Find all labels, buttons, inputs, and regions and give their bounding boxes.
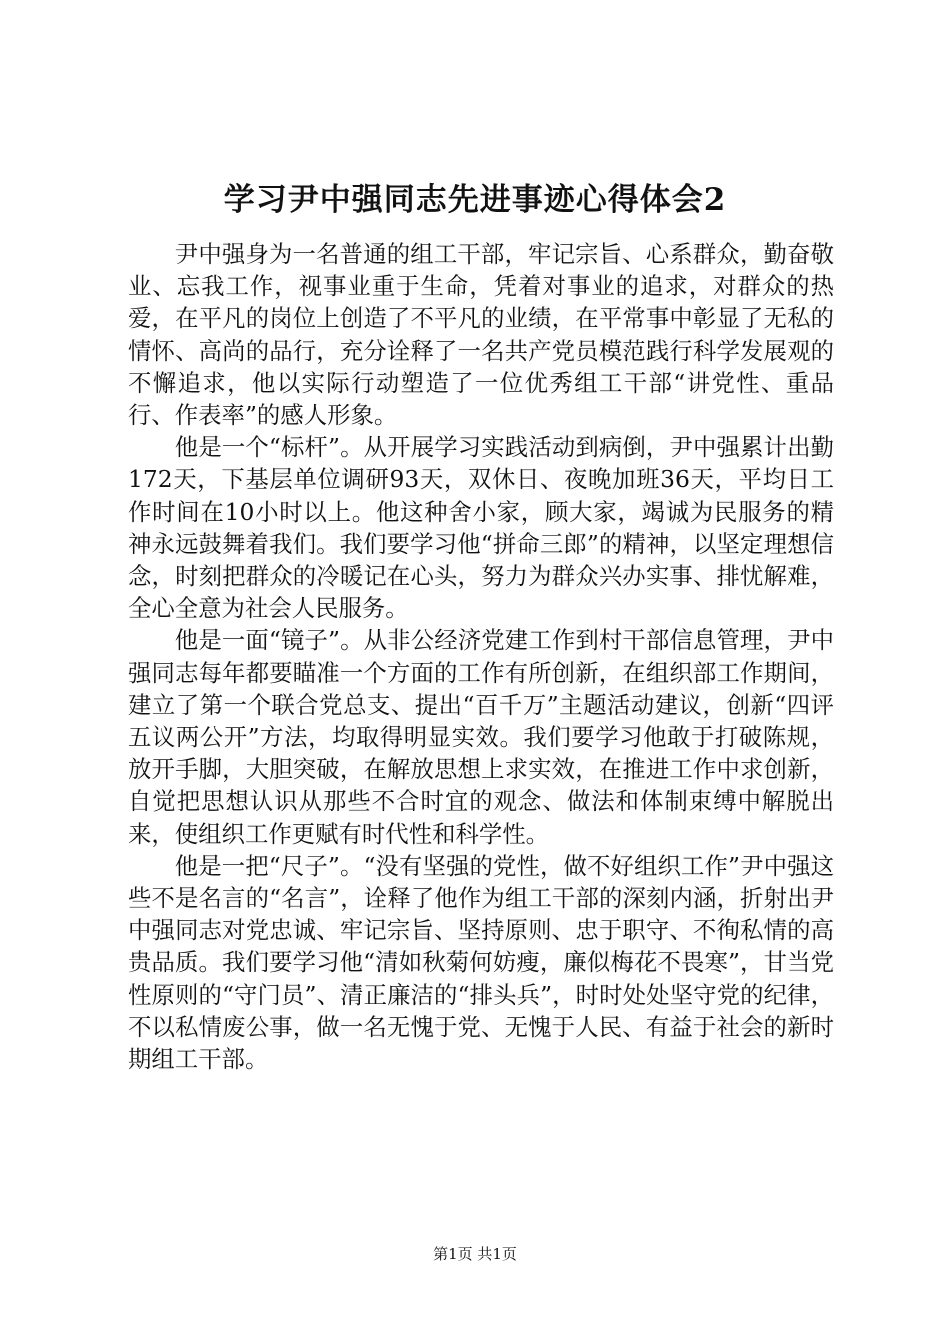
document-body (128, 238, 834, 1075)
document-title: 学习尹中强同志先进事迹心得体会2 (223, 182, 727, 218)
paragraph-benchmark: 他是一个“标杆”。从开展学习实践活动到病倒，尹中强累计出勤172天，下基层单位调研93天，双休日、夜晚加班36天，平均日工作时间在10小时以上。他这种舍小家，顾大家，竭诚为民服务的精神永远鼓舞着我们。我们要学习他“拼命三郎”的精神，以坚定理想信念，时刻把群众的冷暖记在心头，努力为群众兴办实事、排忧解难，全心全意为社会人民服务。 (128, 433, 834, 623)
paragraph-ruler: 他是一把“尺子”。“没有坚强的党性，做不好组织工作”尹中强这些不是名言的“名言”，诠释了他作为组工干部的深刻内涵，折射出尹中强同志对党忠诚、牢记宗旨、坚持原则、忠于职守、不徇私情的高贵品质。我们要学习他“清如秋菊何妨瘦，廉似梅花不畏寒”，甘当党性原则的“守门员”、清正廉洁的“排头兵”，时时处处坚守党的纪律，不以私情废公事，做一名无愧于党、无愧于人民、有益于社会的新时期组工干部。 (128, 851, 834, 1074)
paragraph-mirror: 他是一面“镜子”。从非公经济党建工作到村干部信息管理，尹中强同志每年都要瞄准一个方面的工作有所创新，在组织部工作期间，建立了第一个联合党总支、提出“百千万”主题活动建议，创新“四评五议两公开”方法，均取得明显实效。我们要学习他敢于打破陈规，放开手脚，大胆突破，在解放思想上求实效，在推进工作中求创新，自觉把思想认识从那些不合时宜的观念、做法和体制束缚中解脱出来，使组织工作更赋有时代性和科学性。 (128, 626, 834, 848)
page-number-footer: 第1页 共1页 (433, 1245, 517, 1263)
paragraph-intro: 尹中强身为一名普通的组工干部，牢记宗旨、心系群众，勤奋敬业、忘我工作，视事业重于生命，凭着对事业的追求，对群众的热爱，在平凡的岗位上创造了不平凡的业绩，在平常事中彰显了无私的情怀、高尚的品行，充分诠释了一名共产党员模范践行科学发展观的不懈追求，他以实际行动塑造了一位优秀组工干部“讲党性、重品行、作表率”的感人形象。 (128, 240, 834, 430)
